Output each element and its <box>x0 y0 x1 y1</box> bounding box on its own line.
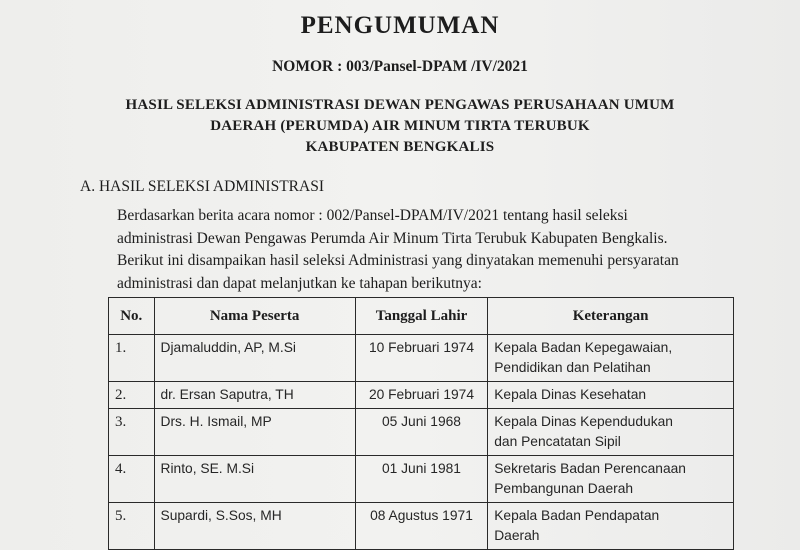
document-number: NOMOR : 003/Pansel-DPAM /IV/2021 <box>272 58 528 75</box>
table-row <box>109 335 734 382</box>
cell-nama: Rinto, SE. M.Si <box>154 456 355 503</box>
cell-keterangan <box>488 409 734 456</box>
cell-keterangan <box>488 503 734 550</box>
heading-line: DAERAH (PERUMDA) AIR MINUM TIRTA TERUBUK <box>210 118 590 134</box>
keterangan-line: dan Pencatatan Sipil <box>494 434 621 449</box>
paragraph-line: administrasi Dewan Pengawas Perumda Air Minum Tirta Terubuk Kabupaten Bengkalis. <box>117 229 668 247</box>
cell-nama: Djamaluddin, AP, M.Si <box>154 335 355 382</box>
cell-tanggal: 01 Juni 1981 <box>355 456 487 503</box>
intro-paragraph <box>117 205 757 295</box>
paragraph-line: Berikut ini disampaikan hasil seleksi Administrasi yang dinyatakan memenuhi persyaratan <box>117 252 679 269</box>
paragraph-line: Berdasarkan berita acara nomor : 002/Pansel-DPAM/IV/2021 tentang hasil seleksi <box>117 207 628 224</box>
document-heading <box>0 95 800 158</box>
cell-nama: Drs. H. Ismail, MP <box>154 409 355 456</box>
keterangan-line: Pendidikan dan Pelatihan <box>494 360 651 375</box>
cell-no: 1. <box>109 335 155 382</box>
header-nama: Nama Peserta <box>154 298 355 335</box>
cell-no: 4. <box>109 456 155 503</box>
participants-table <box>108 297 734 550</box>
table-header-row <box>109 298 734 335</box>
heading-line: HASIL SELEKSI ADMINISTRASI DEWAN PENGAWAS PERUSAHAAN UMUM <box>125 97 675 113</box>
keterangan-line: Daerah <box>494 528 540 543</box>
cell-keterangan <box>488 456 734 503</box>
paragraph-line: administrasi dan dapat melanjutkan ke tahapan berikutnya: <box>117 274 482 292</box>
cell-nama: Supardi, S.Sos, MH <box>154 503 355 550</box>
cell-nama: dr. Ersan Saputra, TH <box>154 382 355 409</box>
table-row <box>109 503 734 550</box>
heading-line: KABUPATEN BENGKALIS <box>305 139 495 155</box>
cell-tanggal: 05 Juni 1968 <box>355 409 487 456</box>
header-no: No. <box>109 298 155 335</box>
cell-tanggal: 20 Februari 1974 <box>355 382 487 409</box>
cell-tanggal: 08 Agustus 1971 <box>355 503 487 550</box>
table-row <box>109 382 734 409</box>
cell-no: 5. <box>109 503 155 550</box>
page-title: PENGUMUMAN <box>300 12 500 39</box>
keterangan-line: Pembangunan Daerah <box>494 481 634 496</box>
table-row <box>109 409 734 456</box>
keterangan-line: Kepala Dinas Kesehatan <box>494 387 647 402</box>
section-title: A. HASIL SELEKSI ADMINISTRASI <box>80 178 324 195</box>
table-row <box>109 456 734 503</box>
keterangan-line: Kepala Badan Kepegawaian, <box>494 340 673 355</box>
keterangan-line: Sekretaris Badan Perencanaan <box>494 461 686 476</box>
keterangan-line: Kepala Dinas Kependudukan <box>494 414 673 429</box>
cell-no: 3. <box>109 409 155 456</box>
header-tanggal: Tanggal Lahir <box>355 298 487 335</box>
cell-keterangan <box>488 335 734 382</box>
keterangan-line: Kepala Badan Pendapatan <box>494 508 660 523</box>
cell-no: 2. <box>109 382 155 409</box>
cell-tanggal: 10 Februari 1974 <box>355 335 487 382</box>
cell-keterangan <box>488 382 734 409</box>
header-keterangan: Keterangan <box>488 298 734 335</box>
